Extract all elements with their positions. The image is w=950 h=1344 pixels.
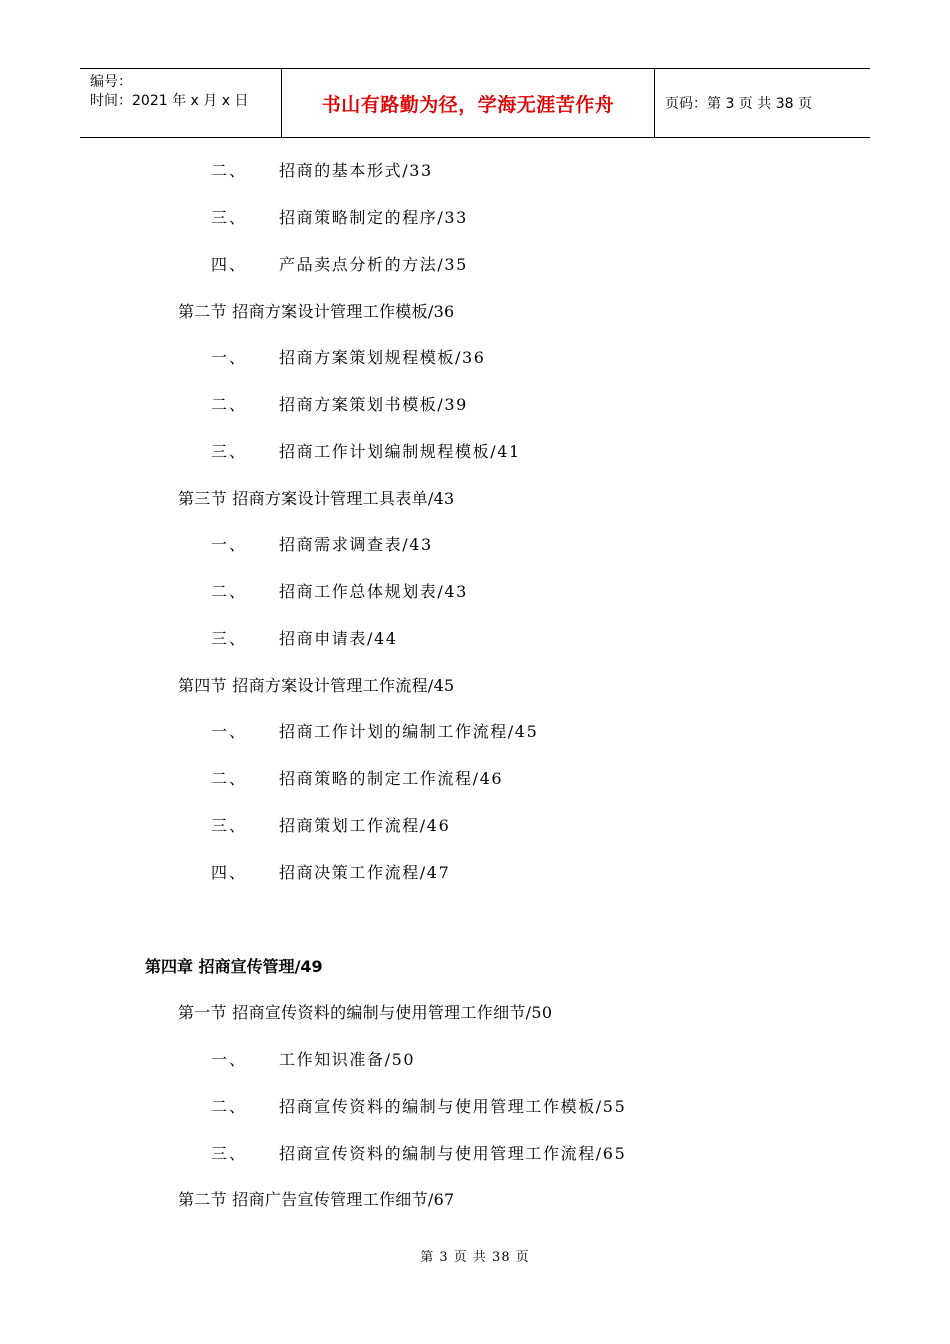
toc-item-number: 三、 <box>211 816 248 835</box>
toc-item-text: 招商宣传资料的编制与使用管理工作流程/65 <box>279 1144 627 1163</box>
header-motto: 书山有路勤为径，学海无涯苦作舟 <box>282 69 655 137</box>
toc-item-number: 二、 <box>211 582 248 601</box>
toc-section: 第四节 招商方案设计管理工作流程/45 <box>178 676 455 695</box>
toc-chapter: 第四章 招商宣传管理/49 <box>145 957 323 976</box>
toc-item-number: 一、 <box>211 535 248 554</box>
toc-item <box>211 862 811 884</box>
document-number-label: 编号： <box>90 74 132 90</box>
toc-item <box>211 1143 811 1165</box>
toc-item-text: 产品卖点分析的方法/35 <box>279 255 468 274</box>
toc-item-text: 招商策划工作流程/46 <box>279 816 451 835</box>
toc-item-number: 一、 <box>211 722 248 741</box>
toc-item-text: 招商策略的制定工作流程/46 <box>279 769 504 788</box>
toc-item-number: 四、 <box>211 863 248 882</box>
document-date: 时间：2021 年 x 月 x 日 <box>90 93 249 109</box>
page-footer: 第 3 页 共 38 页 <box>420 1250 530 1265</box>
toc-item-text: 招商方案策划规程模板/36 <box>279 348 486 367</box>
toc-section: 第三节 招商方案设计管理工具表单/43 <box>178 489 455 508</box>
toc-item-text: 招商宣传资料的编制与使用管理工作模板/55 <box>279 1097 627 1116</box>
toc-item-text: 招商方案策划书模板/39 <box>279 395 468 414</box>
header-meta <box>80 69 282 137</box>
toc-item-number: 三、 <box>211 442 248 461</box>
toc-item-text: 招商策略制定的程序/33 <box>279 208 468 227</box>
toc-item <box>211 534 811 556</box>
toc-item-text: 招商工作计划编制规程模板/41 <box>279 442 521 461</box>
toc-item <box>211 160 811 182</box>
toc-item <box>211 441 811 463</box>
toc-item <box>211 394 811 416</box>
toc-item-text: 招商工作计划的编制工作流程/45 <box>279 722 539 741</box>
toc-item-number: 二、 <box>211 1097 248 1116</box>
toc-item-text: 招商的基本形式/33 <box>279 161 433 180</box>
toc-item-number: 一、 <box>211 348 248 367</box>
toc-item-text: 工作知识准备/50 <box>279 1050 416 1069</box>
toc-item <box>211 207 811 229</box>
toc-item <box>211 815 811 837</box>
toc-item-number: 三、 <box>211 1144 248 1163</box>
toc-item <box>211 1096 811 1118</box>
page-header <box>80 68 870 138</box>
toc-section: 第一节 招商宣传资料的编制与使用管理工作细节/50 <box>178 1003 553 1022</box>
toc-item <box>211 581 811 603</box>
toc-item-text: 招商需求调查表/43 <box>279 535 433 554</box>
toc-item <box>211 347 811 369</box>
toc-item-text: 招商决策工作流程/47 <box>279 863 451 882</box>
toc-item-text: 招商申请表/44 <box>279 629 398 648</box>
toc-section: 第二节 招商方案设计管理工作模板/36 <box>178 302 455 321</box>
toc-item-number: 四、 <box>211 255 248 274</box>
toc-item-number: 二、 <box>211 395 248 414</box>
toc-item <box>211 1049 811 1071</box>
toc-item-text: 招商工作总体规划表/43 <box>279 582 468 601</box>
toc-item-number: 二、 <box>211 161 248 180</box>
toc-item <box>211 721 811 743</box>
toc-item <box>211 768 811 790</box>
toc-section: 第二节 招商广告宣传管理工作细节/67 <box>178 1190 455 1209</box>
toc-item-number: 一、 <box>211 1050 248 1069</box>
toc-item-number: 三、 <box>211 208 248 227</box>
toc-item <box>211 254 811 276</box>
toc-item-number: 三、 <box>211 629 248 648</box>
toc-item-number: 二、 <box>211 769 248 788</box>
header-page-info: 页码：第 3 页 共 38 页 <box>665 96 812 112</box>
toc-item <box>211 628 811 650</box>
